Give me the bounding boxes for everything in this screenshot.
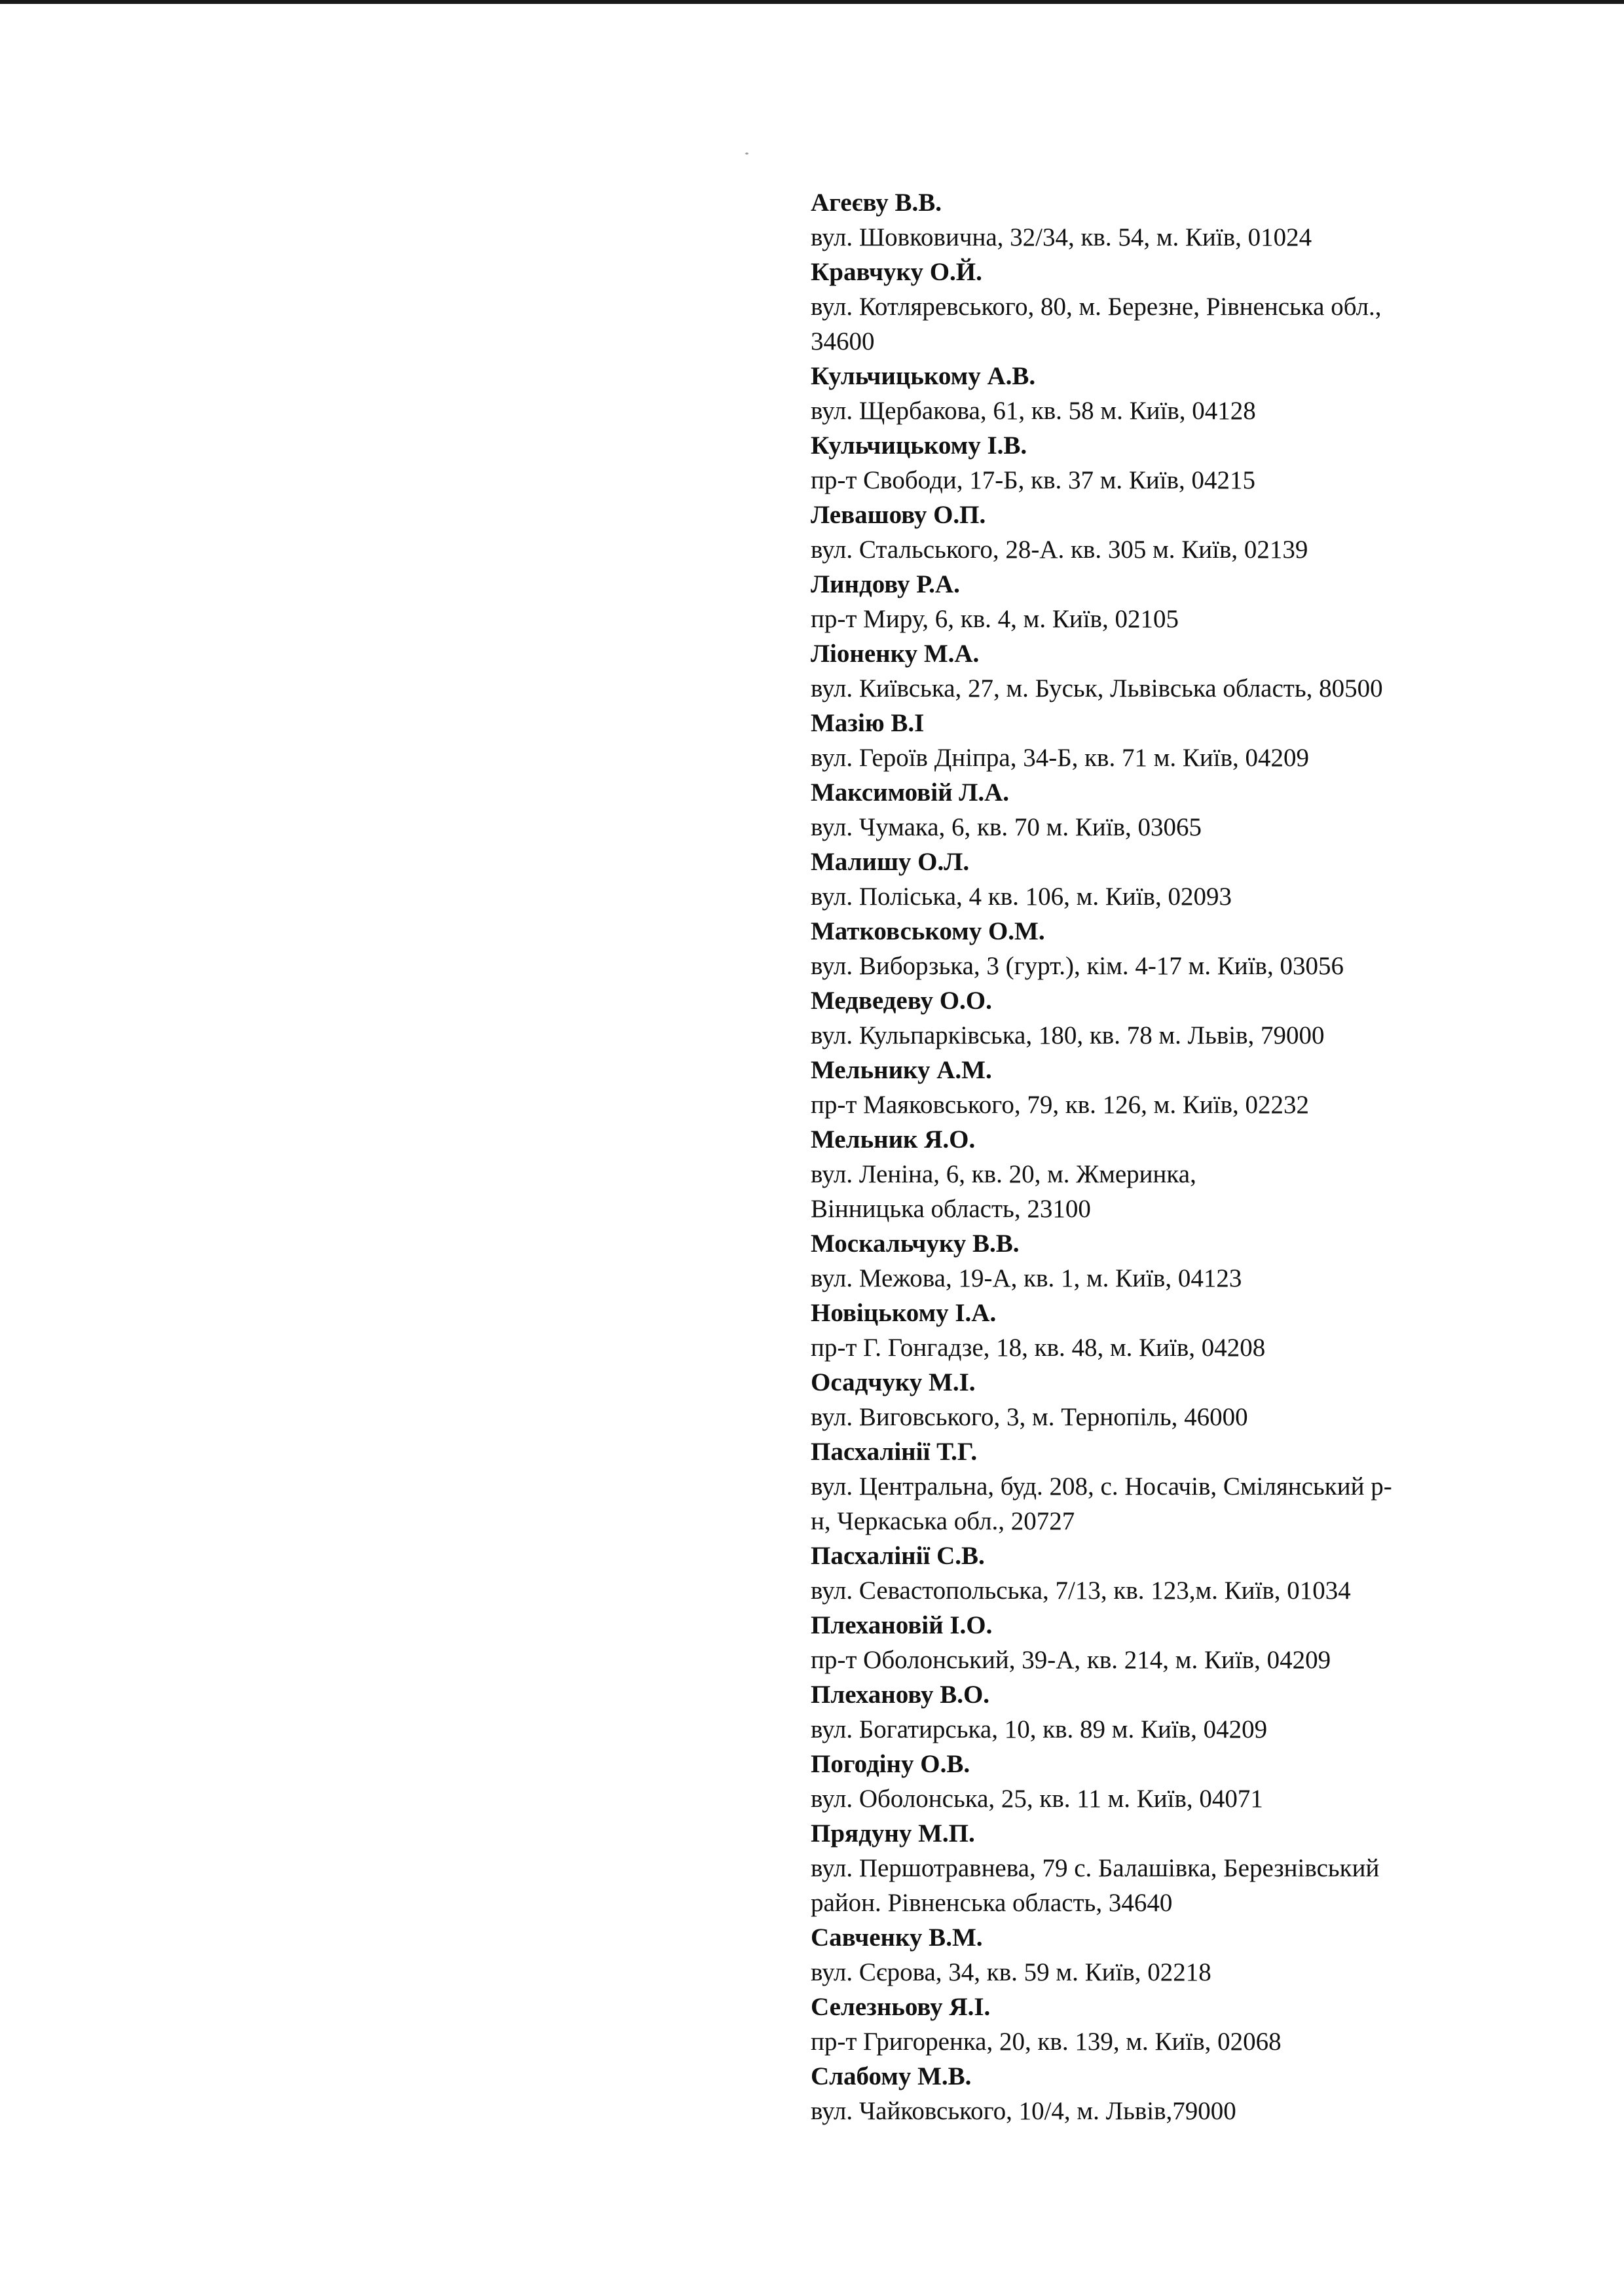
recipient-address: пр-т Г. Гонгадзе, 18, кв. 48, м. Київ, 04208 — [811, 1334, 1266, 1362]
recipient-entry — [811, 1608, 1570, 1677]
recipient-address: вул. Леніна, 6, кв. 20, м. Жмеринка, Вінницька область, 23100 — [811, 1160, 1196, 1223]
recipient-entry — [811, 1920, 1570, 1990]
recipient-entry — [811, 428, 1570, 498]
recipient-name: Селезньову Я.І. — [811, 1993, 991, 2021]
recipient-entry — [811, 498, 1570, 567]
recipient-address: вул. Щербакова, 61, кв. 58 м. Київ, 04128 — [811, 397, 1256, 425]
recipient-name: Погодіну О.В. — [811, 1750, 970, 1778]
recipient-address: пр-т Маяковського, 79, кв. 126, м. Київ, 02232 — [811, 1091, 1309, 1119]
recipient-entry — [811, 1365, 1570, 1434]
recipient-address: вул. Першотравнева, 79 с. Балашівка, Березнівський район. Рівненська область, 34640 — [811, 1854, 1380, 1917]
recipient-name: Пасхалінії Т.Г. — [811, 1438, 978, 1466]
recipient-address: вул. Шовковична, 32/34, кв. 54, м. Київ, 01024 — [811, 223, 1312, 251]
recipient-name: Плеханову В.О. — [811, 1681, 990, 1709]
recipient-entry — [811, 255, 1570, 359]
recipient-address: вул. Виговського, 3, м. Тернопіль, 46000 — [811, 1403, 1248, 1431]
recipient-entry — [811, 1434, 1570, 1539]
recipient-address: пр-т Миру, 6, кв. 4, м. Київ, 02105 — [811, 605, 1179, 633]
recipient-name: Малишу О.Л. — [811, 848, 970, 876]
recipient-entry — [811, 185, 1570, 255]
recipient-entry — [811, 983, 1570, 1053]
recipient-address: вул. Стальського, 28-А. кв. 305 м. Київ, 02139 — [811, 536, 1308, 564]
recipient-entry — [811, 845, 1570, 914]
recipient-entry — [811, 775, 1570, 845]
recipient-address: вул. Севастопольська, 7/13, кв. 123,м. Київ, 01034 — [811, 1576, 1351, 1605]
recipient-entry — [811, 1990, 1570, 2059]
recipient-address: вул. Котляревського, 80, м. Березне, Рівненська обл., 34600 — [811, 293, 1382, 355]
recipient-list — [811, 185, 1570, 2128]
recipient-entry — [811, 636, 1570, 706]
recipient-name: Новіцькому І.А. — [811, 1299, 997, 1327]
recipient-name: Матковському О.М. — [811, 917, 1045, 945]
recipient-entry — [811, 1226, 1570, 1296]
recipient-name: Пасхалінії С.В. — [811, 1542, 985, 1570]
recipient-address: вул. Кульпарківська, 180, кв. 78 м. Львів, 79000 — [811, 1021, 1325, 1049]
recipient-address: вул. Чайковського, 10/4, м. Львів,79000 — [811, 2097, 1236, 2125]
recipient-address: пр-т Григоренка, 20, кв. 139, м. Київ, 02068 — [811, 2028, 1282, 2056]
recipient-name: Савченку В.М. — [811, 1923, 983, 1952]
recipient-name: Кравчуку О.Й. — [811, 258, 982, 286]
recipient-name: Кульчицькому І.В. — [811, 431, 1027, 460]
recipient-name: Агеєву В.В. — [811, 189, 942, 217]
recipient-address: вул. Виборзька, 3 (гурт.), кім. 4-17 м. Київ, 03056 — [811, 952, 1344, 980]
recipient-address: вул. Героїв Дніпра, 34-Б, кв. 71 м. Київ, 04209 — [811, 744, 1310, 772]
recipient-address: пр-т Свободи, 17-Б, кв. 37 м. Київ, 04215 — [811, 466, 1256, 494]
recipient-entry — [811, 1677, 1570, 1747]
recipient-name: Осадчуку М.І. — [811, 1368, 976, 1396]
recipient-name: Мельнику А.М. — [811, 1056, 992, 1084]
recipient-name: Линдову Р.А. — [811, 570, 960, 598]
recipient-address: вул. Межова, 19-А, кв. 1, м. Київ, 04123 — [811, 1264, 1242, 1292]
recipient-name: Москальчуку В.В. — [811, 1230, 1020, 1258]
recipient-name: Прядуну М.П. — [811, 1819, 975, 1848]
recipient-address: вул. Київська, 27, м. Буськ, Львівська область, 80500 — [811, 674, 1383, 702]
recipient-address: вул. Богатирська, 10, кв. 89 м. Київ, 04209 — [811, 1715, 1268, 1743]
recipient-name: Левашову О.П. — [811, 501, 986, 529]
recipient-name: Мазію В.І — [811, 709, 925, 737]
recipient-name: Плехановій І.О. — [811, 1611, 993, 1639]
scan-top-edge — [0, 0, 1624, 4]
recipient-entry — [811, 567, 1570, 636]
recipient-address: вул. Сєрова, 34, кв. 59 м. Київ, 02218 — [811, 1958, 1211, 1986]
recipient-address: пр-т Оболонський, 39-А, кв. 214, м. Київ, 04209 — [811, 1646, 1331, 1674]
recipient-name: Мельник Я.О. — [811, 1125, 976, 1154]
recipient-entry — [811, 914, 1570, 983]
scan-speck — [745, 153, 748, 155]
recipient-name: Максимовій Л.А. — [811, 778, 1010, 807]
recipient-address: вул. Оболонська, 25, кв. 11 м. Київ, 04071 — [811, 1785, 1263, 1813]
recipient-name: Медведеву О.О. — [811, 987, 992, 1015]
recipient-name: Ліоненку М.А. — [811, 640, 980, 668]
recipient-entry — [811, 1122, 1570, 1226]
recipient-entry — [811, 1816, 1570, 1920]
recipient-entry — [811, 1539, 1570, 1608]
recipient-address: вул. Центральна, буд. 208, с. Носачів, Смілянський р- н, Черкаська обл., 20727 — [811, 1472, 1392, 1535]
recipient-entry — [811, 706, 1570, 775]
recipient-entry — [811, 1053, 1570, 1122]
recipient-entry — [811, 359, 1570, 428]
recipient-name: Кульчицькому А.В. — [811, 362, 1036, 390]
recipient-address: вул. Чумака, 6, кв. 70 м. Київ, 03065 — [811, 813, 1202, 841]
recipient-entry — [811, 1296, 1570, 1365]
recipient-name: Слабому М.В. — [811, 2062, 972, 2090]
recipient-entry — [811, 1747, 1570, 1816]
recipient-address: вул. Поліська, 4 кв. 106, м. Київ, 02093 — [811, 883, 1232, 911]
recipient-entry — [811, 2059, 1570, 2128]
